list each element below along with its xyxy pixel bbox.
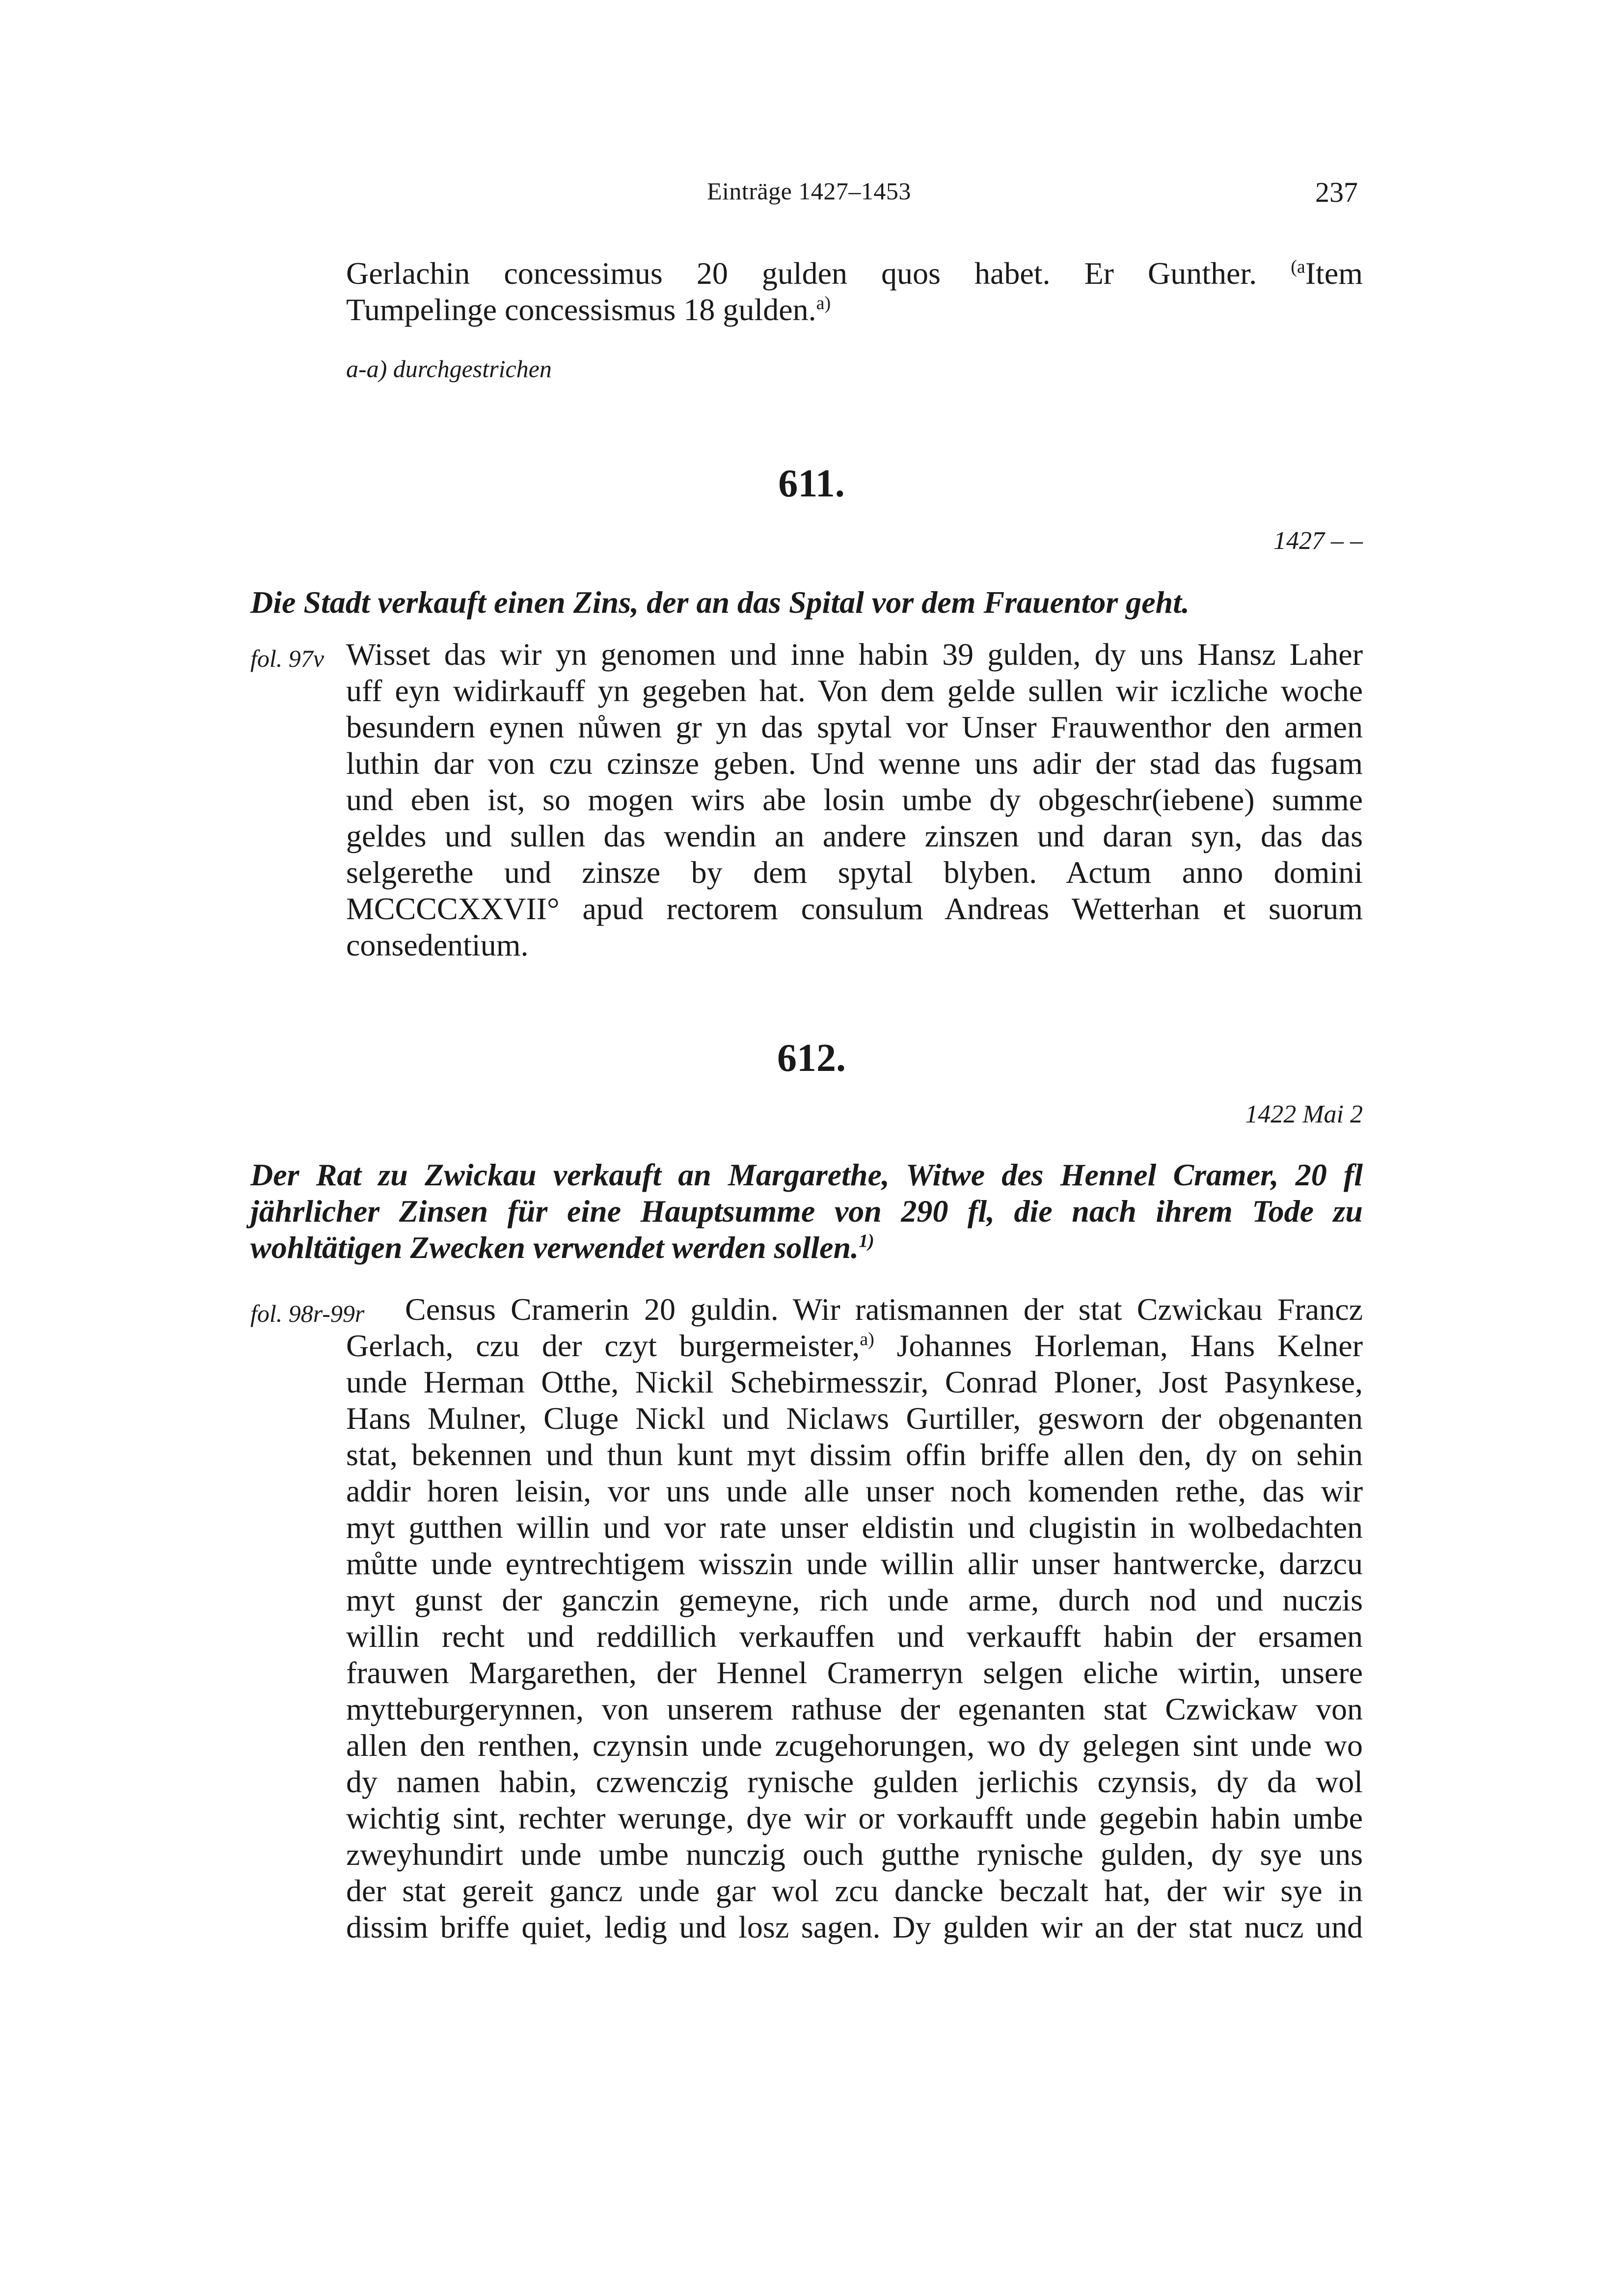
footnote: a-a) durchgestrichen [346, 355, 552, 383]
continuation-text [346, 255, 1363, 328]
text-line: mytteburgerynnen, von unserem rathuse der egenanten stat Czwickaw von [346, 1692, 1363, 1726]
text-line: myt gutthen willin und vor rate unser eldistin und clugistin in wolbedachten [346, 1510, 1363, 1545]
text-line: Tumpelinge concessismus 18 gulden.$^{a)}$ [346, 292, 831, 327]
text-line: dissim briffe quiet, ledig und losz sagen. Dy gulden wir an der stat nucz und [346, 1910, 1363, 1944]
entry-number-611: 611. [778, 462, 845, 505]
summary-line: Die Stadt verkauft einen Zins, der an das Spital vor dem Frauentor geht. [250, 585, 1190, 620]
summary-line: jährlicher Zinsen für eine Hauptsumme von 290 fl, die nach ihrem Tode zu [250, 1194, 1363, 1229]
text-line: luthin dar von czu czinsze geben. Und wenne uns adir der stad das fugsam [346, 746, 1363, 781]
text-line: addir horen leisin, vor uns unde alle unser noch komenden rethe, das wir [346, 1474, 1363, 1508]
text-line: Wisset das wir yn genomen und inne habin 39 gulden, dy uns Hansz Laher [346, 637, 1363, 672]
text-line: stat, bekennen und thun kunt myt dissim offin briffe allen den, dy on sehin [346, 1437, 1363, 1472]
entry-summary-611 [250, 584, 1363, 621]
text-line: willin recht und reddillich verkauffen und verkaufft habin der ersamen [346, 1619, 1363, 1654]
text-line: Gerlachin concessimus 20 gulden quos habet. Er Gunther. $^{(a}$Item [346, 256, 1363, 291]
text-line: frauwen Margarethen, der Hennel Cramerryn selgen eliche wirtin, unsere [346, 1655, 1363, 1690]
text-line: MCCCCXXVII° apud rectorem consulum Andreas Wetterhan et suorum [346, 891, 1363, 926]
text-line: consedentium. [346, 928, 529, 962]
text-line: Hans Mulner, Cluge Nickl und Niclaws Gurtiller, gesworn der obgenanten [346, 1401, 1363, 1436]
entry-date-612: 1422 Mai 2 [1245, 1100, 1363, 1128]
text-line: Gerlach, czu der czyt burgermeister,$^{a)}$ Johannes Horleman, Hans Kelner [346, 1328, 1363, 1363]
entry-text-612 [346, 1291, 1363, 1945]
text-line: der stat gereit gancz unde gar wol zcu dancke beczalt hat, der wir sye in [346, 1873, 1363, 1908]
text-line: dy namen habin, czwenczig rynische gulden jerlichis czynsis, dy da wol [346, 1764, 1363, 1799]
text-line: und eben ist, so mogen wirs abe losin umbe dy obgeschr(iebene) summe [346, 782, 1363, 817]
entry-number-612: 612. [777, 1037, 846, 1080]
text-line: Census Cramerin 20 guldin. Wir ratismannen der stat Czwickau Francz [405, 1292, 1363, 1327]
entry-date-611: 1427 – – [1273, 527, 1363, 555]
text-line: wichtig sint, rechter werunge, dye wir or vorkaufft unde gegebin habin umbe [346, 1801, 1363, 1835]
folio-reference-612: fol. 98r-99r [250, 1300, 365, 1327]
entry-summary-612 [250, 1157, 1363, 1266]
text-line: uff eyn widirkauff yn gegeben hat. Von dem gelde sullen wir iczliche woche [346, 673, 1363, 708]
text-line: selgerethe und zinsze by dem spytal blyben. Actum anno domini [346, 855, 1363, 890]
text-line: unde Herman Otthe, Nickil Schebirmesszir, Conrad Ploner, Jost Pasynkese, [346, 1365, 1363, 1399]
text-line: allen den renthen, czynsin unde zcugehorungen, wo dy gelegen sint unde wo [346, 1728, 1363, 1763]
summary-line: Der Rat zu Zwickau verkauft an Margarethe, Witwe des Hennel Cramer, 20 fl [250, 1157, 1363, 1192]
running-head: Einträge 1427–1453 [707, 177, 911, 205]
folio-reference-611: fol. 97v [250, 645, 324, 672]
page-number: 237 [1315, 176, 1358, 208]
text-line: zweyhundirt unde umbe nunczig ouch gutthe rynische gulden, dy sye uns [346, 1837, 1363, 1872]
summary-line: wohltätigen Zwecken verwendet werden sollen.$^{1)}$ [250, 1230, 874, 1265]
entry-text-611 [346, 636, 1363, 963]
text-line: můtte unde eyntrechtigem wisszin unde willin allir unser hantwercke, darzcu [346, 1546, 1363, 1581]
text-line: geldes und sullen das wendin an andere zinszen und daran syn, das das [346, 819, 1363, 853]
text-line: myt gunst der ganczin gemeyne, rich unde arme, durch nod und nuczis [346, 1583, 1363, 1617]
text-line: besundern eynen nůwen gr yn das spytal vor Unser Frauwenthor den armen [346, 710, 1363, 744]
